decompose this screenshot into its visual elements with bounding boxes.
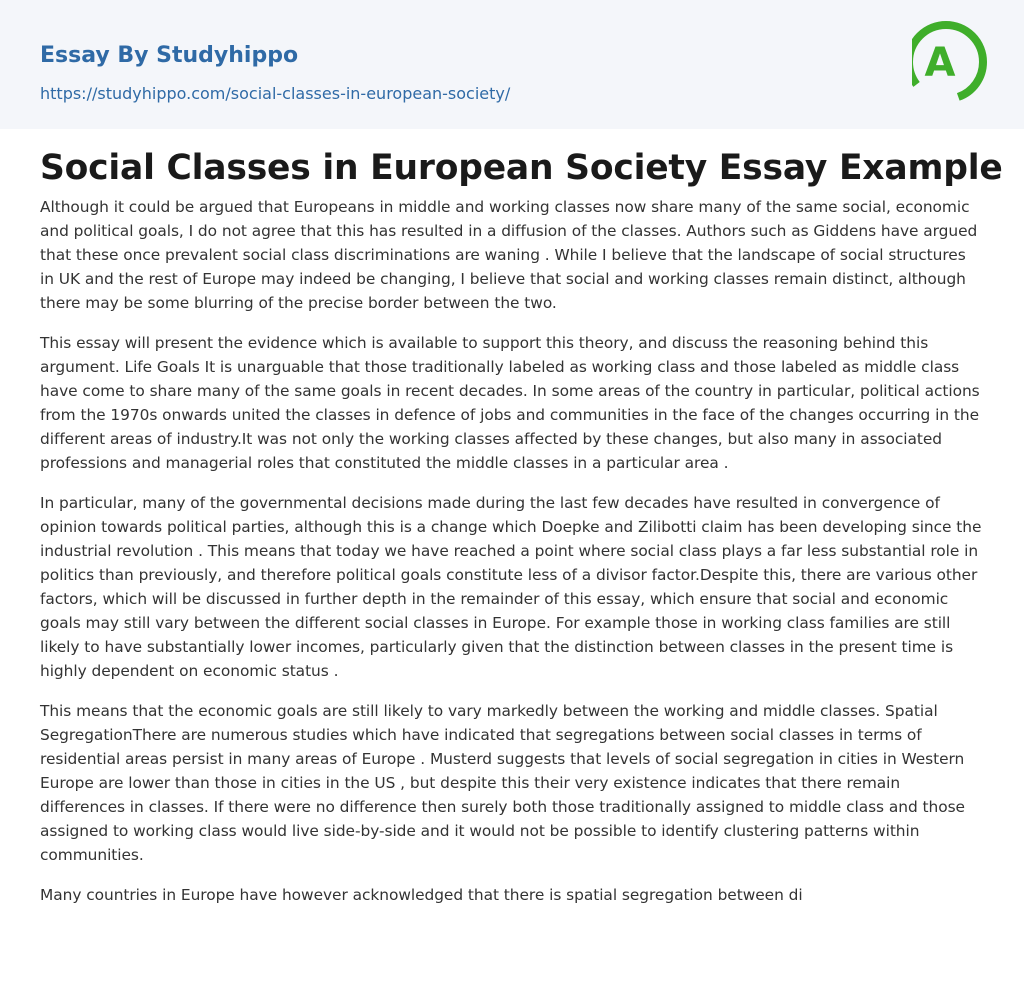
site-header bbox=[0, 0, 1024, 129]
studyhippo-logo[interactable] bbox=[912, 18, 988, 106]
article-title: Social Classes in European Society Essay Example bbox=[40, 148, 1003, 188]
article-paragraph-5: Many countries in Europe have however acknowledged that there is spatial segregation between di bbox=[40, 886, 803, 904]
article-paragraph-3: In particular, many of the governmental decisions made during the last few decades have resulted in convergence of opinion towards political parties, although this is a change which Doepke and Zilibotti claim has been developing since the industrial revolution . This means that today we have reached a point where social class plays a far less substantial role in politics than previously, and therefore political goals constitute less of a divisor factor.Despite this, there are various other factors, which will be discussed in further depth in the remainder of this essay, which ensure that social and economic goals may still vary between the different social classes in Europe. For example those in working class families are still likely to have substantially lower incomes, particularly given that the distinction between classes in the present time is highly dependent on economic status . bbox=[40, 494, 982, 680]
page-url-link[interactable]: https://studyhippo.com/social-classes-in-european-society/ bbox=[40, 84, 511, 103]
article-paragraph-4: This means that the economic goals are still likely to vary markedly between the working and middle classes. Spatial SegregationThere are numerous studies which have indicated that segregations between social classes in terms of residential areas persist in many areas of Europe . Musterd suggests that levels of social segregation in cities in Western Europe are lower than those in cities in the US , but despite this their very existence indicates that there remain differences in classes. If there were no difference then surely both those traditionally assigned to middle class and those assigned to working class would live side-by-side and it would not be possible to identify clustering patterns within communities. bbox=[40, 702, 965, 864]
logo-letter: A bbox=[924, 40, 956, 86]
logo-a-icon bbox=[912, 18, 988, 106]
site-brand[interactable]: Essay By Studyhippo bbox=[40, 43, 299, 68]
article-paragraph-1: Although it could be argued that Europeans in middle and working classes now share many of the same social, economic and political goals, I do not agree that this has resulted in a diffusion of the classes. Authors such as Giddens have argued that these once prevalent social class discriminations are waning . While I believe that the landscape of social structures in UK and the rest of Europe may indeed be changing, I believe that social and working classes remain distinct, although there may be some blurring of the precise border between the two. bbox=[40, 198, 978, 312]
article-paragraph-2: This essay will present the evidence which is available to support this theory, and discuss the reasoning behind this argument. Life Goals It is unarguable that those traditionally labeled as working class and those labeled as middle class have come to share many of the same goals in recent decades. In some areas of the country in particular, political actions from the 1970s onwards united the classes in defence of jobs and communities in the face of the changes occurring in the different areas of industry.It was not only the working classes affected by these changes, but also many in associated professions and managerial roles that constituted the middle classes in a particular area . bbox=[40, 334, 980, 472]
article-content bbox=[0, 147, 1024, 907]
